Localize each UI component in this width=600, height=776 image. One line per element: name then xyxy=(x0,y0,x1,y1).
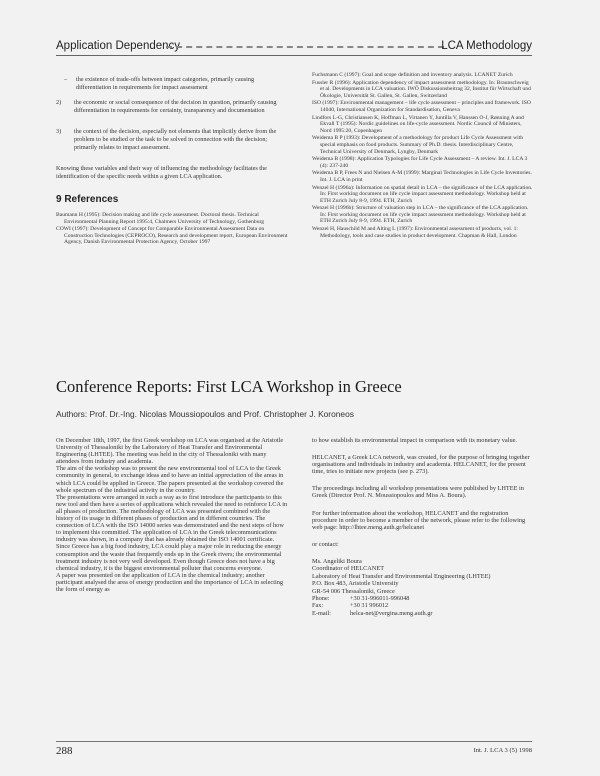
running-header xyxy=(56,40,532,56)
contact-address-line: P.O. Box 483, Aristotle University xyxy=(312,580,399,588)
contact-name: Ms. Angeliki Boura xyxy=(312,557,362,565)
header-dash-rule xyxy=(166,46,444,48)
item-number: 3) xyxy=(56,128,62,136)
dash-list-item xyxy=(64,76,288,91)
reference-entry: ISO (1997): Environmental management – life cycle assessment – principles and framework. ISO 14040, International Organization for Standardisation, Geneva xyxy=(312,100,531,113)
body-paragraph: A paper was presented on the application of LCA in the chemical industry; another participant analysed the area of energy production and the importance of LCA in selecting the form of energy as xyxy=(56,571,284,593)
contact-block xyxy=(312,558,534,617)
body-paragraph: The proceedings including all workshop presentations were published by LHTEE in Greek (Director Prof. N. Moussiopoulos and Miss A. Boura). xyxy=(312,485,524,500)
contact-value: +30 31 996012 xyxy=(350,602,389,610)
body-paragraph: to how establish its environmental impact in comparison with its monetary value. xyxy=(312,437,517,444)
header-rule xyxy=(56,55,532,56)
body-paragraph: For further information about the workshop, HELCANET and the registration procedure in order to become a member of the network, please refer to the following web page: http://lhtee.meng.auth.gr/helcanet xyxy=(312,509,526,531)
header-left-title: Application Dependency xyxy=(56,40,181,52)
article-title: Conference Reports: First LCA Workshop in Greece xyxy=(56,377,402,396)
contact-fax-row xyxy=(312,602,534,609)
reference-entry: Fussler R (1996): Application dependency of impact assessment methodology. In: Braunschweig et al. Developments in LCA valuation. IWÖ Diskussionsbeitrag 32, Institut für Wirtschaft und Ökologie, Universität St. Gallen, St. Gallen, Switzerland xyxy=(312,79,531,99)
reference-entry: Wenzel H (1996b): Structure of valuation step in LCA – the significance of the LCA application. In: First working document on life cycle impact assessment methodology. Workshop held at ETH Zurich July 8-9, 1994. ETH, Zurich xyxy=(312,205,529,225)
reference-entry: COWI (1997): Development of Concept for Comparable Environmental Assessment Data on Construction Technologies (CEPROCO), Research and development report, European Environment Agency, Danish Environmental Protection Agency, October 1997 xyxy=(56,226,288,246)
contact-email-row xyxy=(312,610,534,617)
journal-citation: Int. J. LCA 3 (5) 1998 xyxy=(473,747,532,754)
reference-entry: Weidema B (1998): Application Typologies for Life Cycle Assessment – A review. Int. J. LCA 3 (4): 237-240 xyxy=(312,156,528,169)
body-right-column xyxy=(312,437,534,617)
contact-organisation: Laboratory of Heat Transfer and Environmental Engineering (LHTEE) xyxy=(312,572,491,580)
reference-entry: Wenzel H (1996a): Information on spatial detail in LCA – the significance of the LCA application. In: First working document on life cycle impact assessment methodology. Workshop held at ETH Zurich July 8-9, 1994. ETH, Zurich xyxy=(312,184,533,204)
reference-entry: Lindfors L-G, Christiansen K, Hoffman L, Virtanen Y, Juntilla V, Hanssen O-J, Rønning A and Ekvall T (1995): Nordic guidelines on life-cycle assessment. Nordic Council of Ministers, Nord 1995:20, Copenhagen xyxy=(312,114,524,134)
contact-label: E-mail: xyxy=(312,609,331,617)
numbered-item-3 xyxy=(56,128,288,151)
right-column-references xyxy=(312,72,534,240)
summary-paragraph: Knowing these variables and their way of influencing the methodology facilitates the identification of the specific needs within a given LCA application. xyxy=(56,165,267,180)
footer-rule xyxy=(56,741,532,742)
header-right-title: LCA Methodology xyxy=(441,40,532,52)
body-paragraph: or contact: xyxy=(312,540,339,548)
contact-label: Phone: xyxy=(312,594,330,602)
reference-entry: Weidema B P (1993): Development of a methodology for product Life Cycle Assessment with special emphasis on food products. Summary of Ph.D. thesis. Interdisciplinary Centre, Technical University of Denmark, Lyngby, Denmark xyxy=(312,135,524,155)
contact-phone-row xyxy=(312,595,534,602)
contact-role: Coordinator of HELCANET xyxy=(312,565,385,573)
reference-entry: Fuchsmann C (1997): Goal and scope definition and inventory analysis. LCANET Zurich xyxy=(312,72,513,78)
body-paragraph: HELCANET, a Greek LCA network, was created, for the purpose of bringing together organisations and individuals in industry and academia. HELCANET, for the present time, tries to initiate new projects (see p. 273). xyxy=(312,454,530,476)
body-paragraph: The aim of the workshop was to present the new environmental tool of LCA to the Greek community in general, to exchange ideas and to have an initial appreciation of the areas in which LCA could be applied in Greece. The papers presented at the workshop covered the whole spectrum of the industrial activity in the country. xyxy=(56,465,284,494)
contact-address-line: GR-54 006 Thessaloniki, Greece xyxy=(312,587,395,595)
section-heading-references: 9 References xyxy=(56,194,119,206)
body-paragraph: The presentations were arranged in such a way as to first introduce the participants to this new tool and then have a series of applications which revealed the need to reinforce LCA in all phases of production. The methodology of LCA was presented combined with the history of its usage in different phases of production and in different countries. The connection of LCA with the ISO 14000 series was demonstrated and the next steps of how to implement this committed. The application of LCA in the Greek telecommunications industry was shown, in a company that has already obtained the ISO 14001 certificate. Since Greece has a big food industry, LCA could play a major role in reducing the energy consumption and the waste that frequently ends up in the Greek rivers; the environmental treatment industry is not very well developed. Even though Greece does not have a big chemical industry, it is the biggest environmental polluter that concerns everyone. xyxy=(56,493,288,572)
contact-label: Fax: xyxy=(312,602,324,610)
article-authors: Authors: Prof. Dr.-Ing. Nicolas Moussiopoulos and Prof. Christopher J. Koroneos xyxy=(56,409,354,419)
item-number: 2) xyxy=(56,99,62,107)
body-left-column xyxy=(56,437,288,593)
page-footer xyxy=(56,745,532,759)
dash-item-text: the existence of trade-offs between impact categories, primarily causing differentiation in requirements for impact assessment xyxy=(76,76,255,91)
item-text: the context of the decision, especially not elements that implicitly derive from the problem to be studied or the task to be solved in connection with the decision; primarily relates to impact assessment. xyxy=(74,128,277,151)
reference-entry: Baumann H (1995): Decision making and life cycle assessment. Doctoral thesis. Technical Environmental Planning Report 1995:4, Chalmers University of Technology, Gothenburg xyxy=(56,211,265,225)
item-text: the economic or social consequence of the decision in question, primarily causing differentiation in requirements for certainty, transparency and documentation xyxy=(74,99,277,114)
contact-value: +30 31-996011-996048 xyxy=(350,594,410,602)
dash-bullet: – xyxy=(64,76,68,83)
body-paragraph: On December 18th, 1997, the first Greek workshop on LCA was organised at the Aristotle University of Thessaloniki by the Laboratory of Heat Transfer and Environmental Engineering (LHTEE). The meeting was held in the city of Thessaloniki with many attendees from industry and academia. xyxy=(56,437,284,466)
numbered-item-2 xyxy=(56,99,288,114)
left-column-top xyxy=(56,76,288,247)
reference-entry: Wenzel H, Hauschild M and Alting L (1997): Environmental assessment of products, vol. 1: Methodology, tools and case studies in product development. Chapman & Hall, London xyxy=(312,226,518,239)
page-number: 288 xyxy=(56,745,73,757)
contact-value: helca-net@vergina.meng.auth.gr xyxy=(350,609,433,617)
reference-entry: Weidema B P, Frees N and Nielsen A-M (1999): Marginal Technologies in Life Cycle Inventories. Int. J. LCA in print xyxy=(312,170,532,183)
